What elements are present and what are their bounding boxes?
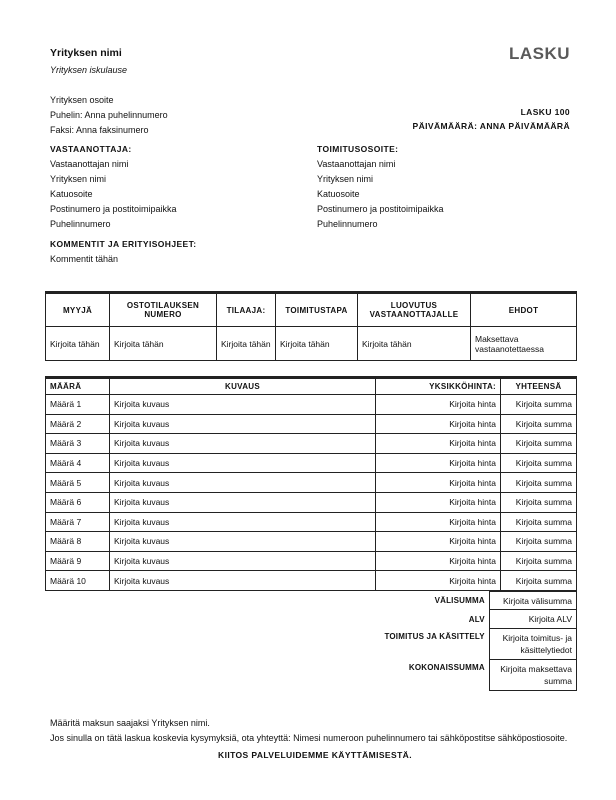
item-total[interactable]: Kirjoita summa bbox=[501, 551, 577, 571]
item-total[interactable]: Kirjoita summa bbox=[501, 532, 577, 552]
comments-block bbox=[50, 237, 197, 267]
company-address: Yrityksen osoite bbox=[50, 95, 114, 105]
table-row bbox=[46, 512, 577, 532]
footer-payable: Määritä maksun saajaksi Yrityksen nimi. bbox=[50, 718, 210, 728]
company-name: Yrityksen nimi bbox=[50, 47, 122, 59]
company-phone: Puhelin: Anna puhelinnumero bbox=[50, 110, 168, 120]
items-header-unit-price: YKSIKKÖHINTA: bbox=[376, 378, 501, 395]
items-header-description: KUVAUS bbox=[110, 378, 376, 395]
order-info-table bbox=[45, 291, 577, 361]
order-header-shipping-method: TOIMITUSTAPA bbox=[276, 293, 358, 327]
table-row bbox=[46, 551, 577, 571]
item-unit-price[interactable]: Kirjoita hinta bbox=[376, 571, 501, 591]
item-qty[interactable]: Määrä 4 bbox=[46, 453, 110, 473]
totals-table bbox=[45, 591, 577, 691]
recipient-line: Puhelinnumero bbox=[50, 219, 111, 229]
footer-questions: Jos sinulla on tätä laskua koskevia kysymyksiä, ota yhteyttä: Nimesi numeroon puhelinnumero tai sähköpostitse sähköpostiosoite. bbox=[50, 733, 568, 743]
order-seller[interactable]: Kirjoita tähän bbox=[46, 327, 110, 361]
items-header-qty: MÄÄRÄ bbox=[46, 378, 110, 395]
recipient-label: VASTAANOTTAJA: bbox=[50, 144, 132, 154]
company-tagline: Yrityksen iskulause bbox=[50, 65, 128, 75]
item-qty[interactable]: Määrä 6 bbox=[46, 492, 110, 512]
item-qty[interactable]: Määrä 2 bbox=[46, 414, 110, 434]
comments-label: KOMMENTIT JA ERITYISOHJEET: bbox=[50, 239, 197, 249]
recipient-line: Yrityksen nimi bbox=[50, 174, 107, 184]
order-header-terms: EHDOT bbox=[471, 293, 577, 327]
table-row bbox=[46, 532, 577, 552]
order-orderer[interactable]: Kirjoita tähän bbox=[217, 327, 276, 361]
item-description[interactable]: Kirjoita kuvaus bbox=[110, 414, 376, 434]
subtotal-label: VÄLISUMMA bbox=[434, 596, 485, 605]
vat-value[interactable]: Kirjoita ALV bbox=[489, 610, 576, 629]
grand-total-label: KOKONAISSUMMA bbox=[408, 662, 485, 672]
items-table bbox=[45, 376, 577, 591]
totals-row-subtotal bbox=[45, 592, 577, 610]
item-qty[interactable]: Määrä 1 bbox=[46, 395, 110, 415]
vat-label: ALV bbox=[468, 614, 485, 624]
footer-thanks: KIITOS PALVELUIDEMME KÄYTTÄMISESTÄ. bbox=[218, 750, 412, 760]
totals-row-grand-total bbox=[45, 660, 577, 691]
order-header-orderer: TILAAJA: bbox=[217, 293, 276, 327]
totals-row-vat bbox=[45, 610, 577, 629]
item-qty[interactable]: Määrä 9 bbox=[46, 551, 110, 571]
ship-to-label: TOIMITUSOSOITE: bbox=[317, 144, 399, 154]
item-total[interactable]: Kirjoita summa bbox=[501, 512, 577, 532]
item-qty[interactable]: Määrä 7 bbox=[46, 512, 110, 532]
item-description[interactable]: Kirjoita kuvaus bbox=[110, 551, 376, 571]
item-description[interactable]: Kirjoita kuvaus bbox=[110, 453, 376, 473]
order-shipping-method[interactable]: Kirjoita tähän bbox=[276, 327, 358, 361]
item-description[interactable]: Kirjoita kuvaus bbox=[110, 473, 376, 493]
comments-text[interactable]: Kommentit tähän bbox=[50, 254, 119, 264]
order-header-po-number: OSTOTILAUKSEN NUMERO bbox=[110, 293, 217, 327]
item-unit-price[interactable]: Kirjoita hinta bbox=[376, 434, 501, 454]
item-description[interactable]: Kirjoita kuvaus bbox=[110, 492, 376, 512]
item-total[interactable]: Kirjoita summa bbox=[501, 453, 577, 473]
table-row bbox=[46, 434, 577, 454]
table-row bbox=[46, 414, 577, 434]
ship-to-block bbox=[317, 142, 444, 232]
item-qty[interactable]: Määrä 3 bbox=[46, 434, 110, 454]
recipient-line: Katuosoite bbox=[50, 189, 93, 199]
item-total[interactable]: Kirjoita summa bbox=[501, 571, 577, 591]
item-unit-price[interactable]: Kirjoita hinta bbox=[376, 532, 501, 552]
ship-to-line: Yrityksen nimi bbox=[317, 174, 374, 184]
subtotal-value[interactable]: Kirjoita välisumma bbox=[489, 592, 576, 610]
recipient-line: Vastaanottajan nimi bbox=[50, 159, 129, 169]
invoice-date: PÄIVÄMÄÄRÄ: ANNA PÄIVÄMÄÄRÄ bbox=[412, 121, 570, 131]
item-unit-price[interactable]: Kirjoita hinta bbox=[376, 414, 501, 434]
order-po-number[interactable]: Kirjoita tähän bbox=[110, 327, 217, 361]
totals-row-shipping bbox=[45, 629, 577, 660]
shipping-value[interactable]: Kirjoita toimitus- ja käsittelytiedot bbox=[489, 629, 576, 660]
item-qty[interactable]: Määrä 5 bbox=[46, 473, 110, 493]
invoice-title: LASKU bbox=[508, 44, 570, 63]
ship-to-line: Puhelinnumero bbox=[317, 219, 378, 229]
item-description[interactable]: Kirjoita kuvaus bbox=[110, 571, 376, 591]
table-row bbox=[46, 453, 577, 473]
item-description[interactable]: Kirjoita kuvaus bbox=[110, 395, 376, 415]
item-description[interactable]: Kirjoita kuvaus bbox=[110, 434, 376, 454]
ship-to-line: Vastaanottajan nimi bbox=[317, 159, 396, 169]
order-header-seller: MYYJÄ bbox=[46, 293, 110, 327]
item-description[interactable]: Kirjoita kuvaus bbox=[110, 512, 376, 532]
recipient-line: Postinumero ja postitoimipaikka bbox=[50, 204, 177, 214]
order-delivery[interactable]: Kirjoita tähän bbox=[358, 327, 471, 361]
item-total[interactable]: Kirjoita summa bbox=[501, 492, 577, 512]
order-header-delivery: LUOVUTUS VASTAANOTTAJALLE bbox=[358, 293, 471, 327]
item-qty[interactable]: Määrä 8 bbox=[46, 532, 110, 552]
order-values-row bbox=[46, 327, 577, 361]
table-row bbox=[46, 571, 577, 591]
item-description[interactable]: Kirjoita kuvaus bbox=[110, 532, 376, 552]
items-header-total: YHTEENSÄ bbox=[501, 378, 577, 395]
ship-to-line: Postinumero ja postitoimipaikka bbox=[317, 204, 444, 214]
item-unit-price[interactable]: Kirjoita hinta bbox=[376, 395, 501, 415]
table-row bbox=[46, 395, 577, 415]
item-qty[interactable]: Määrä 10 bbox=[46, 571, 110, 591]
invoice-number: LASKU 100 bbox=[520, 107, 570, 117]
item-unit-price[interactable]: Kirjoita hinta bbox=[376, 473, 501, 493]
footer bbox=[50, 716, 580, 763]
item-unit-price[interactable]: Kirjoita hinta bbox=[376, 551, 501, 571]
item-total[interactable]: Kirjoita summa bbox=[501, 434, 577, 454]
item-unit-price[interactable]: Kirjoita hinta bbox=[376, 492, 501, 512]
company-contact bbox=[50, 93, 168, 138]
shipping-label: TOIMITUS JA KÄSITTELY bbox=[384, 631, 485, 641]
invoice-meta bbox=[413, 105, 571, 133]
table-row bbox=[46, 473, 577, 493]
item-total[interactable]: Kirjoita summa bbox=[501, 414, 577, 434]
recipient-block bbox=[50, 142, 177, 232]
item-total[interactable]: Kirjoita summa bbox=[501, 473, 577, 493]
grand-total-value[interactable]: Kirjoita maksettava summa bbox=[489, 660, 576, 691]
item-total[interactable]: Kirjoita summa bbox=[501, 395, 577, 415]
company-fax: Faksi: Anna faksinumero bbox=[50, 125, 149, 135]
ship-to-line: Katuosoite bbox=[317, 189, 360, 199]
item-unit-price[interactable]: Kirjoita hinta bbox=[376, 453, 501, 473]
table-row bbox=[46, 492, 577, 512]
order-terms[interactable]: Maksettava vastaanotettaessa bbox=[471, 327, 577, 361]
item-unit-price[interactable]: Kirjoita hinta bbox=[376, 512, 501, 532]
